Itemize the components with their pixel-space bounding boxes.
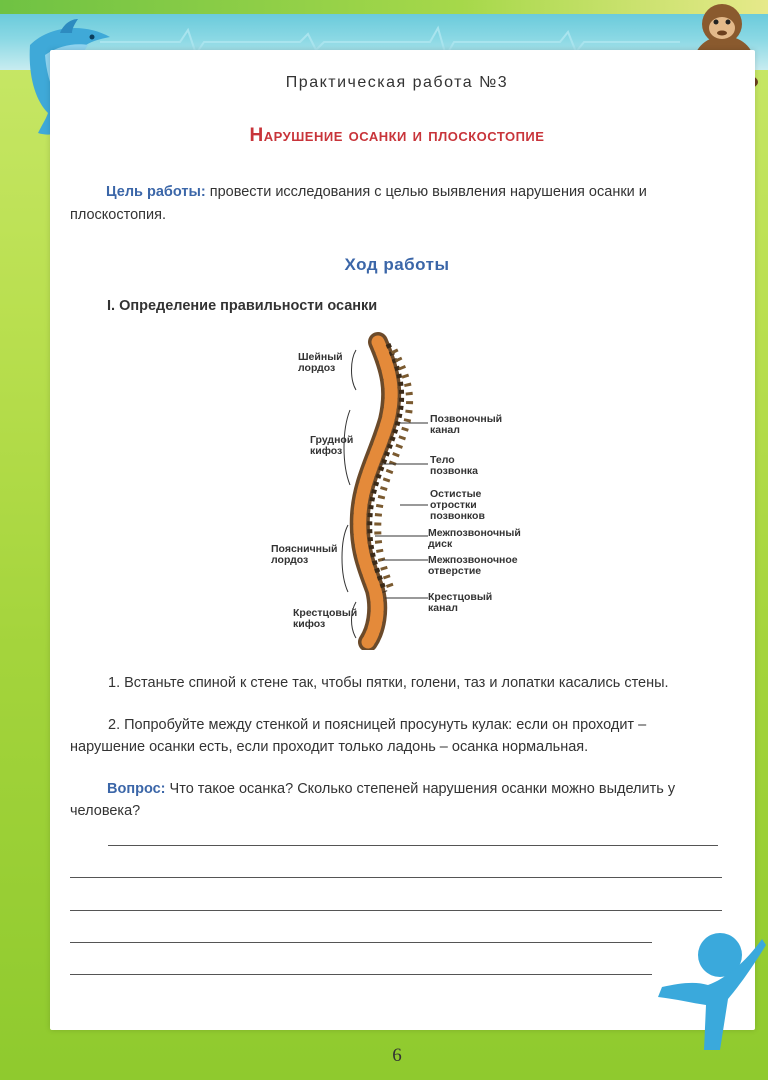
spine-diagram xyxy=(250,330,550,650)
label-sacral: Крестцовый xyxy=(293,607,358,619)
step-2: 2. Попробуйте между стенкой и поясницей просунуть кулак: если он проходит – нарушение осанки есть, если проходит только ладонь – осанка нормальная. xyxy=(70,717,647,755)
label-sacral-canal-2: канал xyxy=(428,602,458,614)
label-spinous-processes-3: позвонков xyxy=(430,510,485,522)
practical-work-header: Практическая работа №3 xyxy=(285,74,509,91)
label-intervertebral-foramen-2: отверстие xyxy=(428,565,482,577)
label-sacral-2: кифоз xyxy=(293,618,326,630)
label-thoracic: Грудной xyxy=(310,434,354,446)
page-number: 6 xyxy=(392,1045,402,1066)
page-title: Нарушение осанки и плоскостопие xyxy=(249,125,545,146)
question-block xyxy=(70,778,725,822)
label-intervertebral-disc-2: диск xyxy=(428,538,453,550)
work-goal xyxy=(70,181,725,227)
label-cervical: Шейный xyxy=(298,351,343,363)
question-text: Что такое осанка? Сколько степеней нарушения осанки можно выделить у человека? xyxy=(70,781,676,819)
label-spinal-canal-2: канал xyxy=(430,424,460,436)
label-thoracic-2: кифоз xyxy=(310,445,343,457)
label-lumbar: Поясничный xyxy=(271,543,338,555)
answer-line[interactable] xyxy=(108,845,718,846)
goal-text: провести исследования с целью выявления нарушения осанки и плоскостопия. xyxy=(70,184,647,223)
goal-label: Цель работы: xyxy=(106,184,206,200)
answer-line[interactable] xyxy=(70,910,722,911)
label-spinous-processes: Остистые xyxy=(430,488,482,500)
procedure-heading: Ход работы xyxy=(344,255,450,274)
answer-line[interactable] xyxy=(70,974,652,975)
answer-line[interactable] xyxy=(70,942,652,943)
label-lumbar-2: лордоз xyxy=(271,554,309,566)
label-cervical-2: лордоз xyxy=(298,362,336,374)
posture-subsection-heading: I. Определение правильности осанки xyxy=(107,298,378,314)
spine-illustration xyxy=(360,342,410,642)
label-vertebral-body: Тело xyxy=(430,454,455,466)
left-labels xyxy=(271,351,357,630)
label-sacral-canal: Крестцовый xyxy=(428,591,493,603)
right-labels xyxy=(428,413,521,614)
top-green-stripe xyxy=(0,0,768,14)
question-label: Вопрос: xyxy=(107,781,166,797)
answer-line[interactable] xyxy=(70,877,722,878)
label-spinal-canal: Позвоночный xyxy=(430,413,503,425)
label-vertebral-body-2: позвонка xyxy=(430,465,479,477)
label-spinous-processes-2: отростки xyxy=(430,499,477,511)
step-1: 1. Встаньте спиной к стене так, чтобы пятки, голени, таз и лопатки касались стены. xyxy=(108,675,669,691)
stick-figure-icon xyxy=(650,925,768,1065)
label-intervertebral-disc: Межпозвоночный xyxy=(428,527,521,539)
label-intervertebral-foramen: Межпозвоночное xyxy=(428,554,518,566)
